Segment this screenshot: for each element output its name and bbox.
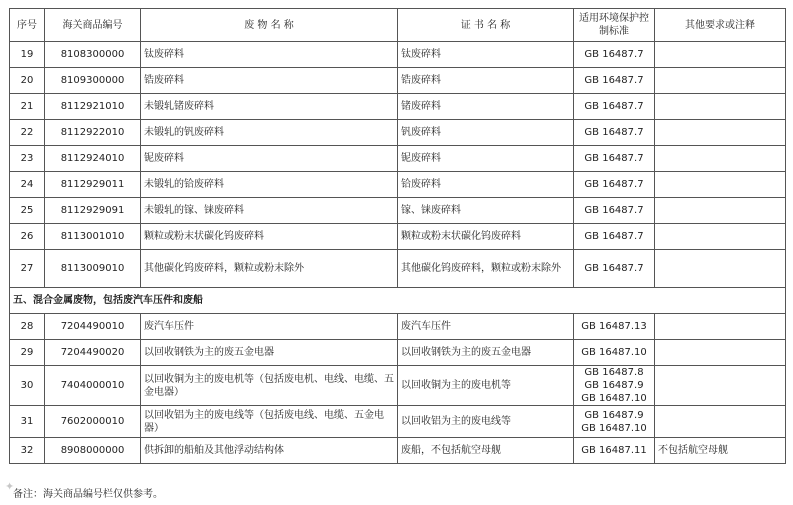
row-no: 25 [10,198,45,224]
row-certificate-name: 以回收钢铁为主的废五金电器 [398,340,574,366]
table-row [10,172,786,198]
row-waste-name: 颗粒或粉末状碳化钨废碎料 [141,224,398,250]
row-waste-name: 钛废碎料 [141,42,398,68]
row-certificate-name: 钛废碎料 [398,42,574,68]
table-row [10,120,786,146]
section-header-row [10,288,786,314]
row-hs-code: 7404000010 [45,366,141,406]
row-standard [574,438,655,464]
row-standard [574,314,655,340]
row-waste-name: 以回收铝为主的废电线等（包括废电线、电缆、五金电器） [141,406,398,438]
standard-code: GB 16487.8 [584,367,644,378]
watermark-logo: ✦ [5,480,15,493]
table-row [10,250,786,288]
row-no: 26 [10,224,45,250]
table-row [10,438,786,464]
row-standard [574,94,655,120]
row-hs-code: 8108300000 [45,42,141,68]
table-row [10,340,786,366]
row-standard [574,198,655,224]
table-row [10,224,786,250]
row-standard [574,42,655,68]
row-remark [655,172,786,198]
standard-code: GB 16487.10 [581,347,647,358]
row-waste-name: 锆废碎料 [141,68,398,94]
row-remark [655,42,786,68]
row-remark [655,314,786,340]
row-standard [574,366,655,406]
row-no: 22 [10,120,45,146]
row-no: 29 [10,340,45,366]
standard-code: GB 16487.7 [584,263,644,274]
row-certificate-name: 以回收铝为主的废电线等 [398,406,574,438]
header-certificate-name: 证 书 名 称 [398,9,574,42]
header-waste-name: 废 物 名 称 [141,9,398,42]
row-hs-code: 7204490010 [45,314,141,340]
table-row [10,146,786,172]
row-standard [574,406,655,438]
row-hs-code: 8112929011 [45,172,141,198]
table-body-mixed [10,314,786,464]
table-row [10,42,786,68]
row-standard [574,224,655,250]
row-waste-name: 未锻轧的钒废碎料 [141,120,398,146]
row-hs-code: 8112924010 [45,146,141,172]
standard-code: GB 16487.7 [584,75,644,86]
row-no: 30 [10,366,45,406]
row-standard [574,172,655,198]
row-certificate-name: 锆废碎料 [398,68,574,94]
table-row [10,314,786,340]
standard-code: GB 16487.7 [584,49,644,60]
table-row [10,366,786,406]
row-certificate-name: 废船，不包括航空母舰 [398,438,574,464]
row-certificate-name: 颗粒或粉末状碳化钨废碎料 [398,224,574,250]
row-remark [655,94,786,120]
row-waste-name: 未锻轧的镓、铼废碎料 [141,198,398,224]
row-standard [574,250,655,288]
row-remark [655,406,786,438]
row-remark [655,68,786,94]
row-no: 28 [10,314,45,340]
standard-code: GB 16487.9 [584,409,644,421]
standard-code: GB 16487.7 [584,231,644,242]
table-row [10,94,786,120]
row-waste-name: 以回收铜为主的废电机等（包括废电机、电线、电缆、五金电器） [141,366,398,406]
table-body-metals [10,42,786,288]
row-certificate-name: 废汽车压件 [398,314,574,340]
row-hs-code: 8112922010 [45,120,141,146]
row-standard [574,146,655,172]
row-waste-name: 未锻轧的铪废碎料 [141,172,398,198]
section-title: 五、混合金属废物，包括废汽车压件和废船 [10,288,786,314]
row-waste-name: 铌废碎料 [141,146,398,172]
row-remark: 不包括航空母舰 [655,438,786,464]
section-row-group [10,288,786,314]
table-row [10,198,786,224]
row-waste-name: 未锻轧锗废碎料 [141,94,398,120]
row-certificate-name: 铌废碎料 [398,146,574,172]
header-hs-code: 海关商品编号 [45,9,141,42]
table-row [10,68,786,94]
waste-catalog-table [9,8,786,464]
row-no: 23 [10,146,45,172]
row-no: 21 [10,94,45,120]
row-remark [655,120,786,146]
row-standard [574,120,655,146]
row-remark [655,340,786,366]
row-hs-code: 8113001010 [45,224,141,250]
standard-code: GB 16487.9 [584,380,644,391]
row-hs-code: 7602000010 [45,406,141,438]
standard-code: GB 16487.7 [584,153,644,164]
table-header-row [10,9,786,42]
row-certificate-name: 以回收铜为主的废电机等 [398,366,574,406]
row-no: 19 [10,42,45,68]
row-remark [655,366,786,406]
row-no: 31 [10,406,45,438]
header-no: 序号 [10,9,45,42]
row-certificate-name: 铪废碎料 [398,172,574,198]
row-hs-code: 8109300000 [45,68,141,94]
row-standard [574,340,655,366]
row-waste-name: 以回收钢铁为主的废五金电器 [141,340,398,366]
row-remark [655,250,786,288]
standard-code: GB 16487.10 [581,422,647,434]
row-remark [655,146,786,172]
row-hs-code: 8113009010 [45,250,141,288]
standard-code: GB 16487.7 [584,179,644,190]
row-certificate-name: 锗废碎料 [398,94,574,120]
row-standard [574,68,655,94]
standard-code: GB 16487.7 [584,127,644,138]
row-no: 32 [10,438,45,464]
standard-code: GB 16487.10 [581,393,647,404]
standard-code: GB 16487.11 [581,445,647,456]
row-remark [655,224,786,250]
row-no: 20 [10,68,45,94]
header-standard: 适用环境保护控制标准 [574,9,655,42]
row-hs-code: 8112929091 [45,198,141,224]
row-hs-code: 8112921010 [45,94,141,120]
table-row [10,406,786,438]
row-waste-name: 废汽车压件 [141,314,398,340]
row-certificate-name: 其他碳化钨废碎料，颗粒或粉末除外 [398,250,574,288]
standard-code: GB 16487.7 [584,205,644,216]
row-waste-name: 供拆卸的船舶及其他浮动结构体 [141,438,398,464]
row-no: 24 [10,172,45,198]
standard-code: GB 16487.7 [584,101,644,112]
row-waste-name: 其他碳化钨废碎料，颗粒或粉末除外 [141,250,398,288]
row-remark [655,198,786,224]
row-hs-code: 8908000000 [45,438,141,464]
header-remark: 其他要求或注释 [655,9,786,42]
row-certificate-name: 钒废碎料 [398,120,574,146]
row-certificate-name: 镓、铼废碎料 [398,198,574,224]
row-no: 27 [10,250,45,288]
table-footnote: 备注：海关商品编号栏仅供参考。 [13,489,163,500]
row-hs-code: 7204490020 [45,340,141,366]
standard-code: GB 16487.13 [581,321,647,332]
